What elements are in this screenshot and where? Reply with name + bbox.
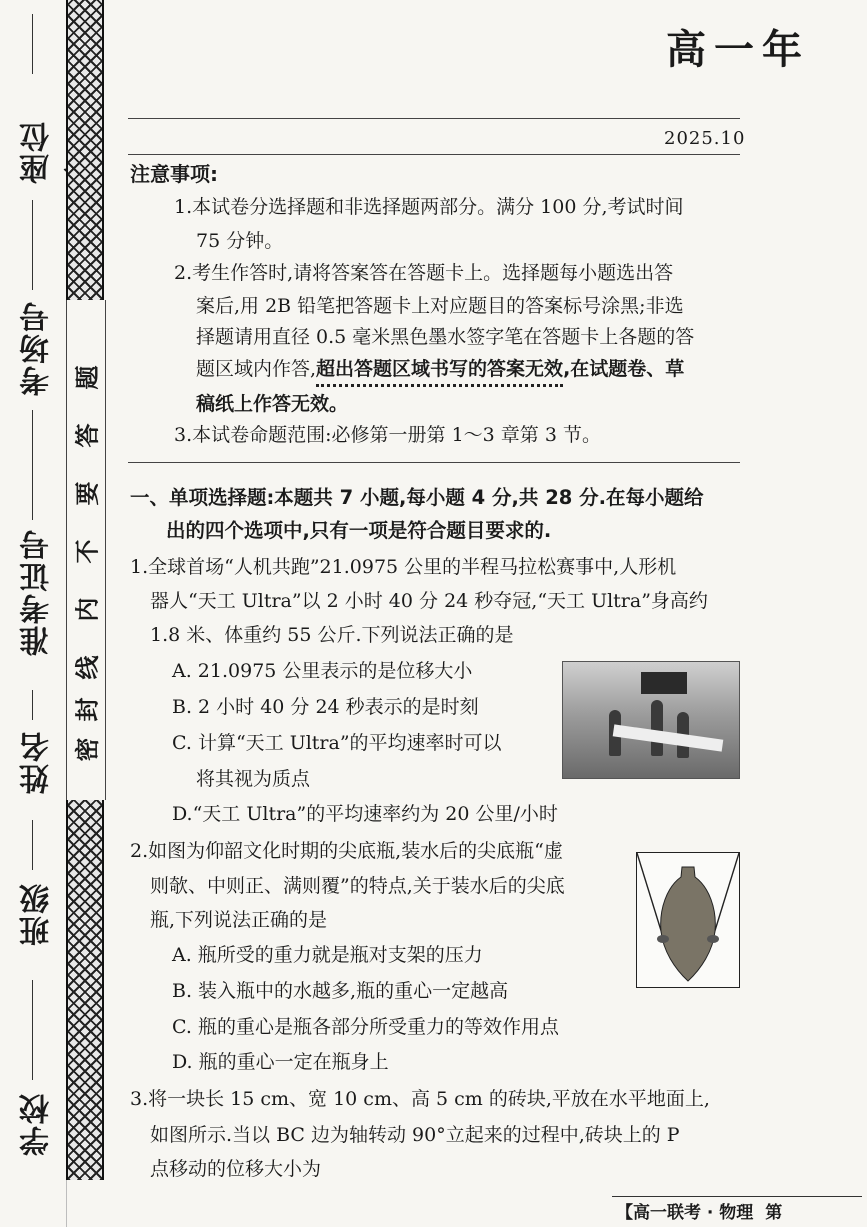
field-school (10, 980, 58, 1200)
option-b: B. 装入瓶中的水越多,瓶的重心一定越高 (172, 980, 509, 1002)
field-label: 考场号 (20, 300, 55, 396)
question-stem: 3.将一块长 15 cm、宽 10 cm、高 5 cm 的砖块,平放在水平地面上, (130, 1088, 710, 1110)
notice-line: 2.考生作答时,请将答案答在答题卡上。选择题每小题选出答 (174, 262, 674, 284)
field-exam-id (10, 410, 58, 680)
notice-emphasis-line: 稿纸上作答无效。 (196, 393, 349, 415)
option-c: C. 瓶的重心是瓶各部分所受重力的等效作用点 (172, 1016, 559, 1038)
seal-char: 不 (73, 539, 102, 564)
section-heading: 出的四个选项中,只有一项是符合题目要求的. (166, 519, 552, 542)
seal-char: 题 (73, 365, 102, 390)
pointed-bottom-vase-figure (636, 852, 740, 988)
notice-heading: 注意事项: (130, 162, 218, 186)
option-a: A. 瓶所受的重力就是瓶对支架的压力 (172, 944, 483, 966)
question-stem: 点移动的位移大小为 (150, 1158, 322, 1180)
field-label: 学校 (20, 1092, 55, 1156)
marathon-robot-photo (562, 661, 740, 779)
notice-emphasis-tail: ,在试题卷、草 (563, 358, 685, 380)
notice-emphasis: 超出答题区域书写的答案无效 (316, 358, 563, 387)
footer-label (616, 1198, 782, 1223)
notice-line: 案后,用 2B 铅笔把答题卡上对应题目的答案标号涂黑;非选 (196, 295, 684, 317)
question-stem: 1.全球首场“人机共跑”21.0975 公里的半程马拉松赛事中,人形机 (130, 556, 677, 578)
notice-line: 择题请用直径 0.5 毫米黑色墨水签字笔在答题卡上各题的答 (196, 326, 695, 348)
exam-date: 2025.10 (664, 128, 746, 149)
seal-char: 线 (73, 655, 102, 680)
notice-text: 题区域内作答, (196, 358, 317, 380)
border-pattern-top (66, 0, 104, 300)
footer-title: 【高一联考 · 物理 (616, 1203, 754, 1223)
field-label: 班级 (20, 882, 55, 946)
field-label: 准考证号 (20, 528, 55, 656)
question-stem: 则欹、中则正、满则覆”的特点,关于装水后的尖底 (150, 875, 565, 897)
notice-line: 1.本试卷分选择题和非选择题两部分。满分 100 分,考试时间 (174, 196, 684, 218)
option-d: D.“天工 Ultra”的平均速率约为 20 公里/小时 (172, 803, 558, 825)
notice-line: 3.本试卷命题范围:必修第一册第 1～3 章第 3 节。 (174, 424, 601, 446)
field-class (10, 820, 58, 960)
seal-char: 要 (73, 481, 102, 506)
header-rule (128, 118, 740, 119)
notice-line: 75 分钟。 (196, 230, 284, 252)
field-name (10, 690, 58, 810)
footer-page: 第 (765, 1203, 783, 1223)
notice-line (196, 360, 684, 379)
section-heading: 一、单项选择题:本题共 7 小题,每小题 4 分,共 28 分.在每小题给 (130, 486, 704, 509)
seal-char: 答 (73, 423, 102, 448)
seal-char: 内 (73, 597, 102, 622)
seal-line (66, 300, 106, 800)
question-stem: 如图所示.当以 BC 边为轴转动 90°立起来的过程中,砖块上的 P (150, 1124, 680, 1146)
option-d: D. 瓶的重心一定在瓶身上 (172, 1051, 389, 1073)
header-rule (128, 154, 740, 155)
photo-robot (651, 700, 663, 756)
option-b: B. 2 小时 40 分 24 秒表示的是时刻 (172, 696, 479, 718)
question-stem: 1.8 米、体重约 55 公斤.下列说法正确的是 (150, 624, 514, 646)
question-stem: 器人“天工 Ultra”以 2 小时 40 分 24 秒夺冠,“天工 Ultra”身高约 (150, 590, 708, 612)
field-label: 座位 (20, 120, 55, 184)
field-seat-number (10, 14, 58, 184)
question-stem: 2.如图为仰韶文化时期的尖底瓶,装水后的尖底瓶“虚 (130, 840, 563, 862)
option-c-cont: 将其视为质点 (196, 768, 311, 790)
question-stem: 瓶,下列说法正确的是 (150, 909, 328, 931)
vase-drawing (637, 853, 739, 987)
notice-rule (128, 462, 740, 463)
binding-margin (0, 0, 67, 1227)
seal-char: 封 (73, 697, 102, 722)
photo-finish-tape (613, 724, 724, 751)
border-pattern-bottom (66, 800, 104, 1180)
option-c: C. 计算“天工 Ultra”的平均速率时可以 (172, 732, 502, 754)
exam-title: 高一年 (666, 27, 810, 73)
photo-sign (641, 672, 687, 694)
option-a: A. 21.0975 公里表示的是位移大小 (172, 660, 473, 682)
field-label: 姓名 (20, 730, 55, 794)
field-room-number (10, 200, 58, 400)
seal-char: 密 (73, 737, 102, 762)
